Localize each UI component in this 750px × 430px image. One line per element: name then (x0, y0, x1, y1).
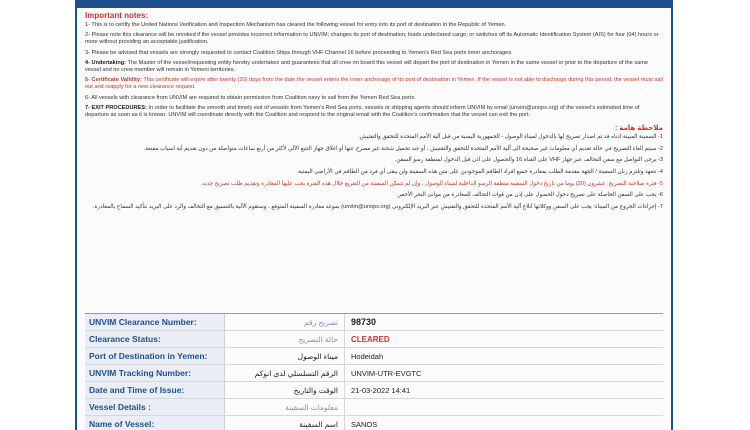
arabic-note-paragraph: 6- يجب على السفن الحاصلة على تصريح دخول الحصول على إذن من قوات التحالف للمغادرة من موانئ البحر الأحمر. (396, 192, 663, 199)
note-text: 6- All vessels with clearance from UNVIM are required to obtain permission from Coalition navy to sail from the Yemen Red Sea ports. (85, 94, 416, 101)
arabic-note-paragraph: 4- تتعهد وتلتزم ربان السفينة / الجهة مقدمة الطلب بمغادرة جميع افراد الطاقم الموجودين على متن هذه السفينة ولن يبقى أي فرد من الطاقم في الأراضي اليمنية. (296, 169, 663, 176)
header-banner (77, 0, 671, 8)
note-paragraph-validity (85, 77, 663, 91)
note-paragraph (85, 105, 663, 119)
note-paragraph (85, 95, 663, 102)
detail-label-arabic: الوقت والتاريخ (225, 382, 345, 398)
detail-label: Date and Time of Issue: (85, 382, 225, 398)
detail-row-clearance-status (85, 331, 663, 348)
note-paragraph (85, 32, 663, 46)
vessel-details-value (345, 399, 663, 415)
notes-title: Important notes: (85, 11, 149, 20)
tracking-number-value: UNVIM-UTR-EVGTC (351, 368, 422, 378)
detail-label: UNVIM Clearance Number: (85, 314, 225, 330)
detail-row-port (85, 348, 663, 365)
arabic-note-paragraph-validity: 5- فترة صلاحية التصريح: عشرون (20) يوما من تاريخ دخول السفينة منطقة الرسو الداخلية لميناء الوصول ، وإن لم تتمكن السفينة من التفريغ خلال هذه الفترة يجب عليها المغادرة وتقديم طلب تصريح جديد. (200, 180, 663, 187)
vessel-name-value: SANOS (351, 419, 378, 429)
detail-label-arabic: حالة التصريح (225, 331, 345, 347)
detail-label-arabic: الرقم التسلسلي لدى انوكم (225, 365, 345, 381)
detail-label-arabic: اسم السفينة (225, 416, 345, 430)
note-paragraph (85, 60, 663, 74)
port-value: Hodeidah (351, 351, 384, 361)
arabic-note-paragraph: 2- سيتم الغاء التصريح في حالة تقديم أي معلومات غير صحيحة الى آلية الأمم المتحدة للتحقق والتفتيش ، أو عند تحميل شحنة غير مصرح عنها أو اغلاق جهاز التتبع الآلي لأكثر من أربع ساعات متواصلة من دون تقديم أية اسباب مقنعة. (143, 145, 663, 152)
note-label: 7- EXIT PROCEDURES: (85, 104, 147, 111)
arabic-note-paragraph: 1- السفينة المبينة ادناه قد تم اصدار تصريح لها بالدخول لميناء الوصول - الجمهورية اليمنية من قبل آلية الأمم المتحدة للتحقق والتفتيش. (358, 134, 663, 141)
detail-label-arabic: معلومات السفينة (225, 399, 345, 415)
clearance-details-table (85, 313, 663, 430)
arabic-note-paragraph: 7- إجراءات الخروج من الميناء: يجب على السفن ووكلائها ابلاغ آلية الأمم المتحدة للتحقق والتفتيش عبر البريد الإلكتروني (unvim@unops.org) بموعد مغادرة السفينة المتوقع ، وستقوم الآلية بالتنسيق مع التحالف والرد على البريد بتأكيد السماح بالمغادرة. (92, 203, 663, 210)
note-text: 1- This is to certify the United Nations Verification and Inspection Mechanism has cleared the following vessel for entry into its port of destination in the Republic of Yemen. (85, 22, 507, 28)
note-paragraph (85, 50, 663, 57)
note-text: The Master of the vessel/requesting entity hereby undertakes and guarantees that all crew on board this vessel will depart the port of destination in Yemen in the same vessel or prior to the departure of the same vessel and no crew member will remain in Yemeni territories. (85, 59, 649, 74)
note-label: 4- Undertaking: (85, 59, 127, 66)
detail-row-clearance-number (85, 314, 663, 331)
issue-date-value: 21-03-2022 14:41 (351, 385, 411, 395)
arabic-notes-title: ملاحظة هامة : (614, 125, 663, 133)
detail-label: UNVIM Tracking Number: (85, 365, 225, 381)
detail-row-vessel-name (85, 416, 663, 430)
note-paragraph (85, 22, 663, 29)
detail-label-arabic: ميناء الوصول (225, 348, 345, 364)
note-text: This certificate will expire after twenty (20) days from the date the vessel enters the inner anchorage of its port of destination in Yemen. If the vessel is not able to discharge during this period, the vessel must sail out and reapply for a new clearance request. (85, 77, 663, 91)
note-label: 5- Certificate Validity: (85, 77, 142, 84)
detail-label: Name of Vessel: (85, 416, 225, 430)
clearance-number-value: 98730 (351, 317, 377, 327)
detail-label: Port of Destination in Yemen: (85, 348, 225, 364)
detail-label: Vessel Details : (85, 399, 225, 415)
note-text: 2- Please note this clearance will be revoked if the vessel provides incorrect information to UNVIM; changes its port of destination; loads undeclared cargo; or switches off its Automatic Identification System (AIS) for four (04) hours or more without providing an acceptable justification. (85, 32, 659, 46)
arabic-notes (77, 122, 671, 211)
detail-row-vessel-details (85, 399, 663, 416)
clearance-document (75, 0, 673, 430)
note-text: In order to facilitate the smooth and timely exit of vessels from Yemen's Red Sea ports, vessels or shipping agents should inform UNVIM by email (unvim@unops.org) of the vessel's estimated time of departure as soon as it is known. UNVIM will coordinate directly with the Coalition and respond to the original email with the Coalition's confirmation that the vessel can exit the port. (85, 104, 640, 119)
arabic-note-paragraph: 3- يرجى التواصل مع سفن التحالف عبر جهاز VHF على القناة 16 والحصول على اذن قبل الدخول لمنطقة رسو السفن. (394, 157, 663, 164)
detail-label-arabic: تصريح رقم (225, 314, 345, 330)
clearance-status-value: CLEARED (351, 334, 390, 344)
english-notes (77, 8, 671, 119)
detail-row-issue-date (85, 382, 663, 399)
detail-row-tracking-number (85, 365, 663, 382)
detail-label: Clearance Status: (85, 331, 225, 347)
note-text: 3- Please be advised that vessels are strongly requested to contact Coalition Ships through VHF Channel 16 before proceeding to Yemen's Red Sea ports inner anchorages. (85, 49, 513, 56)
